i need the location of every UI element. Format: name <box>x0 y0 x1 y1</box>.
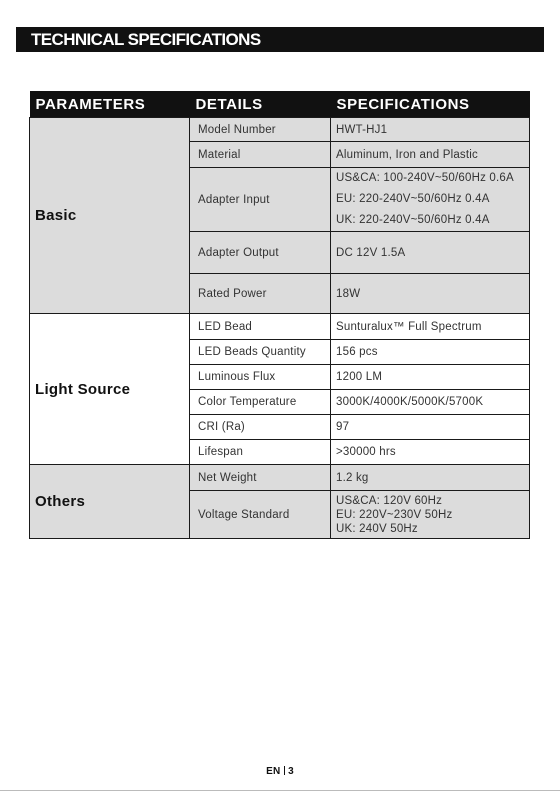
page-footer <box>0 766 560 777</box>
detail-cell: Adapter Input <box>190 168 331 232</box>
spec-cell: DC 12V 1.5A <box>331 232 530 274</box>
detail-cell: Adapter Output <box>190 232 331 274</box>
spec-line: UK: 240V 50Hz <box>336 522 418 535</box>
spec-cell: 18W <box>331 274 530 314</box>
group-basic: Basic <box>30 118 190 314</box>
section-title: TECHNICAL SPECIFICATIONS <box>16 27 544 52</box>
spec-cell: Sunturalux™ Full Spectrum <box>331 314 530 340</box>
bottom-rule <box>0 790 560 791</box>
spec-cell: 1.2 kg <box>331 465 530 491</box>
detail-cell: Color Temperature <box>190 390 331 415</box>
spec-cell: 156 pcs <box>331 340 530 365</box>
header-specifications: SPECIFICATIONS <box>331 91 530 118</box>
detail-cell: Material <box>190 142 331 168</box>
spec-table <box>29 91 530 539</box>
spec-cell: 3000K/4000K/5000K/5700K <box>331 390 530 415</box>
footer-separator <box>284 766 286 775</box>
spec-cell <box>331 168 530 232</box>
spec-cell: Aluminum, Iron and Plastic <box>331 142 530 168</box>
spec-cell: 97 <box>331 415 530 440</box>
detail-cell: Rated Power <box>190 274 331 314</box>
detail-cell: CRI (Ra) <box>190 415 331 440</box>
spec-cell: HWT-HJ1 <box>331 118 530 142</box>
spec-cell: 1200 LM <box>331 365 530 390</box>
header-details: DETAILS <box>190 91 331 118</box>
header-parameters: PARAMETERS <box>30 91 190 118</box>
table-header-row <box>30 91 530 118</box>
detail-cell: LED Bead <box>190 314 331 340</box>
spec-line: US&CA: 120V 60Hz <box>336 494 443 507</box>
group-light-source: Light Source <box>30 314 190 465</box>
table-row <box>30 465 530 491</box>
table-row <box>30 118 530 142</box>
spec-cell <box>331 491 530 539</box>
detail-cell: Net Weight <box>190 465 331 491</box>
group-others: Others <box>30 465 190 539</box>
detail-cell: Lifespan <box>190 440 331 465</box>
spec-cell: >30000 hrs <box>331 440 530 465</box>
language-code: EN <box>266 766 281 777</box>
spec-line: US&CA: 100-240V~50/60Hz 0.6A <box>336 172 514 184</box>
spec-line: EU: 220-240V~50/60Hz 0.4A <box>336 193 490 205</box>
spec-line: UK: 220-240V~50/60Hz 0.4A <box>336 214 490 226</box>
detail-cell: LED Beads Quantity <box>190 340 331 365</box>
detail-cell: Voltage Standard <box>190 491 331 539</box>
table-row <box>30 314 530 340</box>
detail-cell: Luminous Flux <box>190 365 331 390</box>
page-number: 3 <box>288 766 294 777</box>
detail-cell: Model Number <box>190 118 331 142</box>
spec-line: EU: 220V~230V 50Hz <box>336 508 453 521</box>
